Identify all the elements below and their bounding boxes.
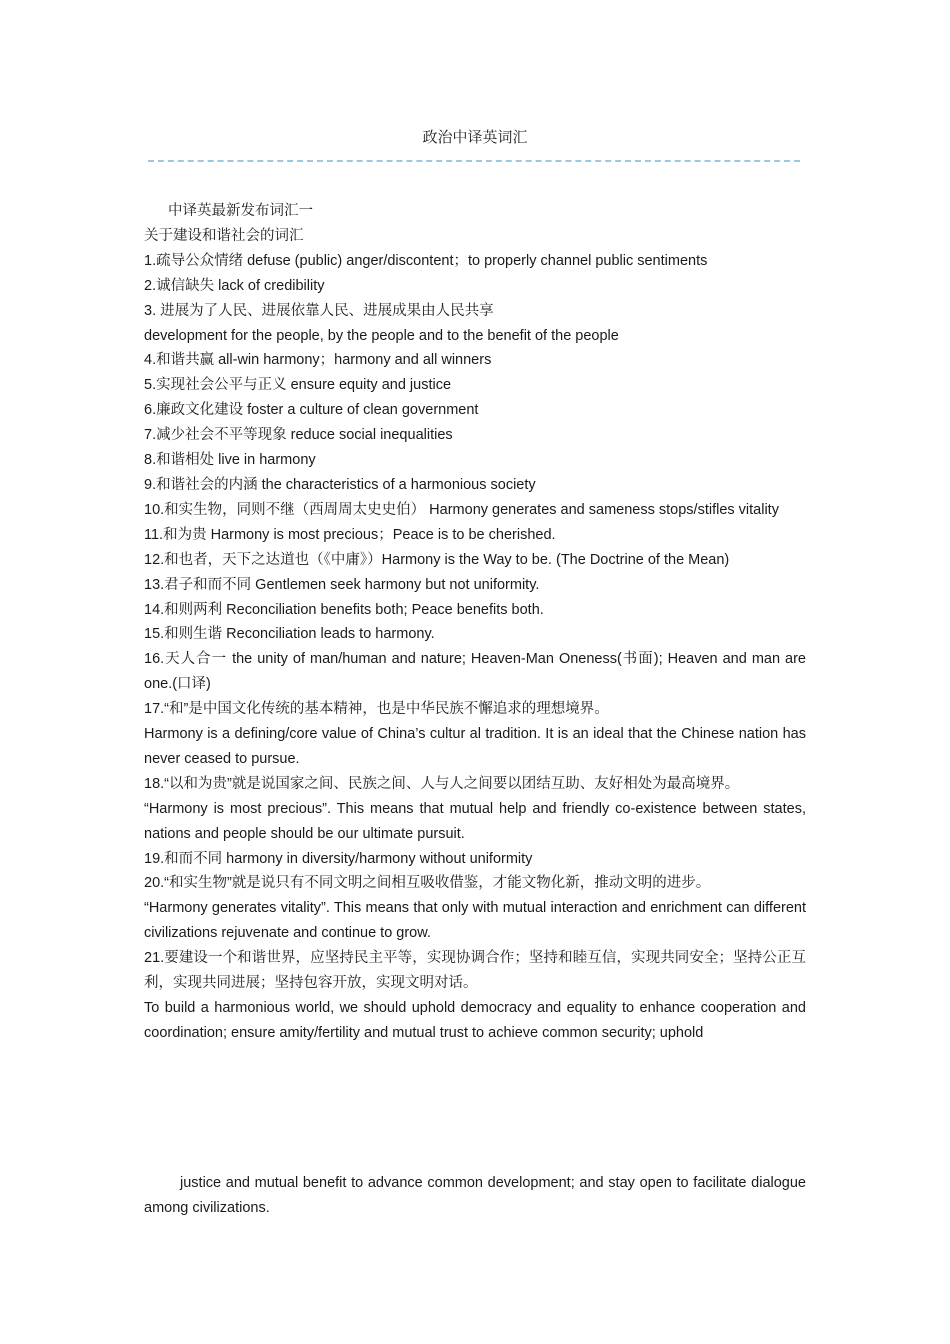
vocab-item: 18.“以和为贵”就是说国家之间、民族之间、人与人之间要以团结互助、友好相处为最高境界。 xyxy=(144,775,740,792)
subsection-heading: 关于建设和谐社会的词汇 xyxy=(144,227,304,244)
document-continuation xyxy=(144,1171,806,1221)
continuation-paragraph: justice and mutual benefit to advance common development; and stay open to facilitate dialogue among civilizations. xyxy=(144,1175,806,1216)
vocab-item: 12.和也者，天下之达道也（《中庸》）Harmony is the Way to be. (The Doctrine of the Mean) xyxy=(144,551,730,568)
title-divider xyxy=(148,160,800,162)
vocab-item: 3. 进展为了人民、进展依靠人民、进展成果由人民共享 xyxy=(144,302,494,319)
vocab-item: 4.和谐共赢 all-win harmony；harmony and all winners xyxy=(144,352,492,369)
vocab-item: 6.廉政文化建设 foster a culture of clean government xyxy=(144,402,479,419)
vocab-translation: To build a harmonious world, we should uphold democracy and equality to enhance cooperation and coordination; ensure amity/fertility and mutual trust to achieve common security; uphold xyxy=(144,1000,806,1041)
vocab-item: 17.“和”是中国文化传统的基本精神，也是中华民族不懈追求的理想境界。 xyxy=(144,701,609,718)
vocab-translation: Harmony is a defining/core value of China’s cultur al tradition. It is an ideal that the Chinese nation has never ceased to pursue. xyxy=(144,726,806,767)
page-title: 政治中译英词汇 xyxy=(422,128,528,146)
vocab-item: 5.实现社会公平与正义 ensure equity and justice xyxy=(144,377,452,394)
vocab-item: 20.“和实生物”就是说只有不同文明之间相互吸收借鉴，才能文物化新，推动文明的进步。 xyxy=(144,875,711,892)
vocab-item: 21.要建设一个和谐世界，应坚持民主平等，实现协调合作；坚持和睦互信，实现共同安全；坚持公正互利，实现共同进展；坚持包容开放，实现文明对话。 xyxy=(144,950,806,992)
vocab-translation: development for the people, by the people and to the benefit of the people xyxy=(144,327,619,344)
vocab-item: 19.和而不同 harmony in diversity/harmony without uniformity xyxy=(144,850,533,867)
document-body xyxy=(144,199,806,1046)
vocab-item: 8.和谐相处 live in harmony xyxy=(144,452,316,469)
vocab-item: 15.和则生谐 Reconciliation leads to harmony. xyxy=(144,626,435,643)
vocab-item: 7.减少社会不平等现象 reduce social inequalities xyxy=(144,427,453,444)
vocab-item: 11.和为贵 Harmony is most precious；Peace is to be cherished. xyxy=(144,526,556,543)
vocab-item: 9.和谐社会的内涵 the characteristics of a harmonious society xyxy=(144,476,536,493)
vocab-item: 2.诚信缺失 lack of credibility xyxy=(144,277,325,294)
vocab-translation: “Harmony generates vitality”. This means that only with mutual interaction and enrichment can different civilizations rejuvenate and continue to grow. xyxy=(144,900,806,942)
vocab-item: 16.天人合一 the unity of man/human and nature; Heaven-Man Oneness(书面); Heaven and man are one.(口译) xyxy=(144,651,806,693)
vocab-item: 1.疏导公众情绪 defuse (public) anger/discontent；to properly channel public sentiments xyxy=(144,252,708,269)
vocab-item: 13.君子和而不同 Gentlemen seek harmony but not uniformity. xyxy=(144,576,540,593)
section-heading: 中译英最新发布词汇一 xyxy=(168,203,313,219)
vocab-item: 10.和实生物，同则不继（西周周太史史伯） Harmony generates and sameness stops/stifles vitality xyxy=(144,501,779,518)
vocab-translation: “Harmony is most precious”. This means that mutual help and friendly co-existence between states, nations and people should be our ultimate pursuit. xyxy=(144,800,806,842)
vocab-item: 14.和则两利 Reconciliation benefits both; Peace benefits both. xyxy=(144,601,544,618)
